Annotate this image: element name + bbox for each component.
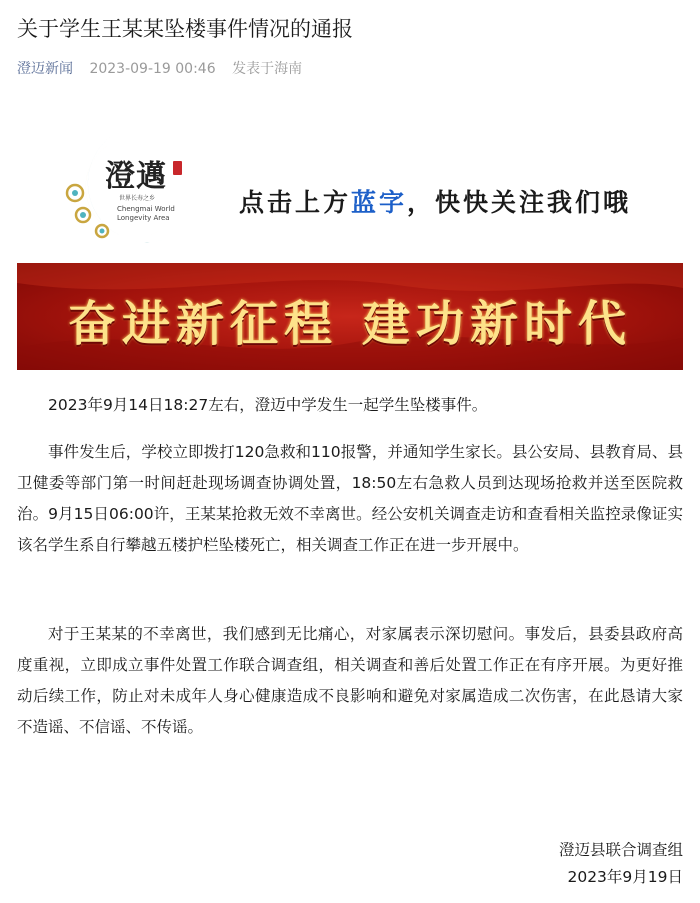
logo-subtitle: 世界长寿之乡 xyxy=(119,195,156,202)
slogan-left: 奋进新征程 xyxy=(67,296,338,352)
slogan-banner xyxy=(17,263,683,370)
follow-prompt xyxy=(239,183,631,219)
paragraph-2: 事件发生后，学校立即拨打120急救和110报警，并通知学生家长。县公安局、县教育局、县卫健委等部门第一时间赶赴现场调查协调处置，18:50左右急救人员到达现场抢救并送至医院救治。9月15日06:00许，王某某抢救无效不幸离世。经公安机关调查走访和查看相关监控录像证实该名学生系自行攀越五楼护栏坠楼死亡，相关调查工作正在进一步开展中。 xyxy=(17,443,683,554)
signature-organization: 澄迈县联合调查组 xyxy=(558,841,683,859)
chengmai-logo xyxy=(57,123,207,248)
follow-prefix: 点击上方 xyxy=(239,188,352,217)
follow-banner[interactable] xyxy=(17,113,683,263)
logo-english-text: Chengmai World Longevity Area xyxy=(117,205,175,222)
article-title: 关于学生王某某坠楼事件情况的通报 xyxy=(17,17,353,41)
slogan-right: 建功新时代 xyxy=(362,296,633,352)
paragraph-3: 对于王某某的不幸离世，我们感到无比痛心，对家属表示深切慰问。事发后，县委县政府高度重视，立即成立事件处置工作联合调查组，相关调查和善后处置工作正在有序开展。为更好推动后续工作，防止对未成年人身心健康造成不良影响和避免对家属造成二次伤害，在此恳请大家不造谣、不信谣、不传谣。 xyxy=(17,625,683,736)
article-meta xyxy=(17,59,302,79)
follow-suffix: ，快快关注我们哦 xyxy=(407,188,632,217)
slogan-text xyxy=(17,285,683,354)
logo-chinese-text: 澄邁 xyxy=(105,159,167,194)
account-name-link[interactable]: 澄迈新闻 xyxy=(17,61,73,77)
signature-date: 2023年9月19日 xyxy=(567,868,683,886)
follow-highlight: 蓝字 xyxy=(351,188,408,217)
paragraph-1: 2023年9月14日18:27左右，澄迈中学发生一起学生坠楼事件。 xyxy=(48,396,488,414)
logo-seal-icon xyxy=(173,161,182,175)
publish-location: 发表于海南 xyxy=(232,61,303,77)
publish-time: 2023-09-19 00:46 xyxy=(89,61,216,77)
